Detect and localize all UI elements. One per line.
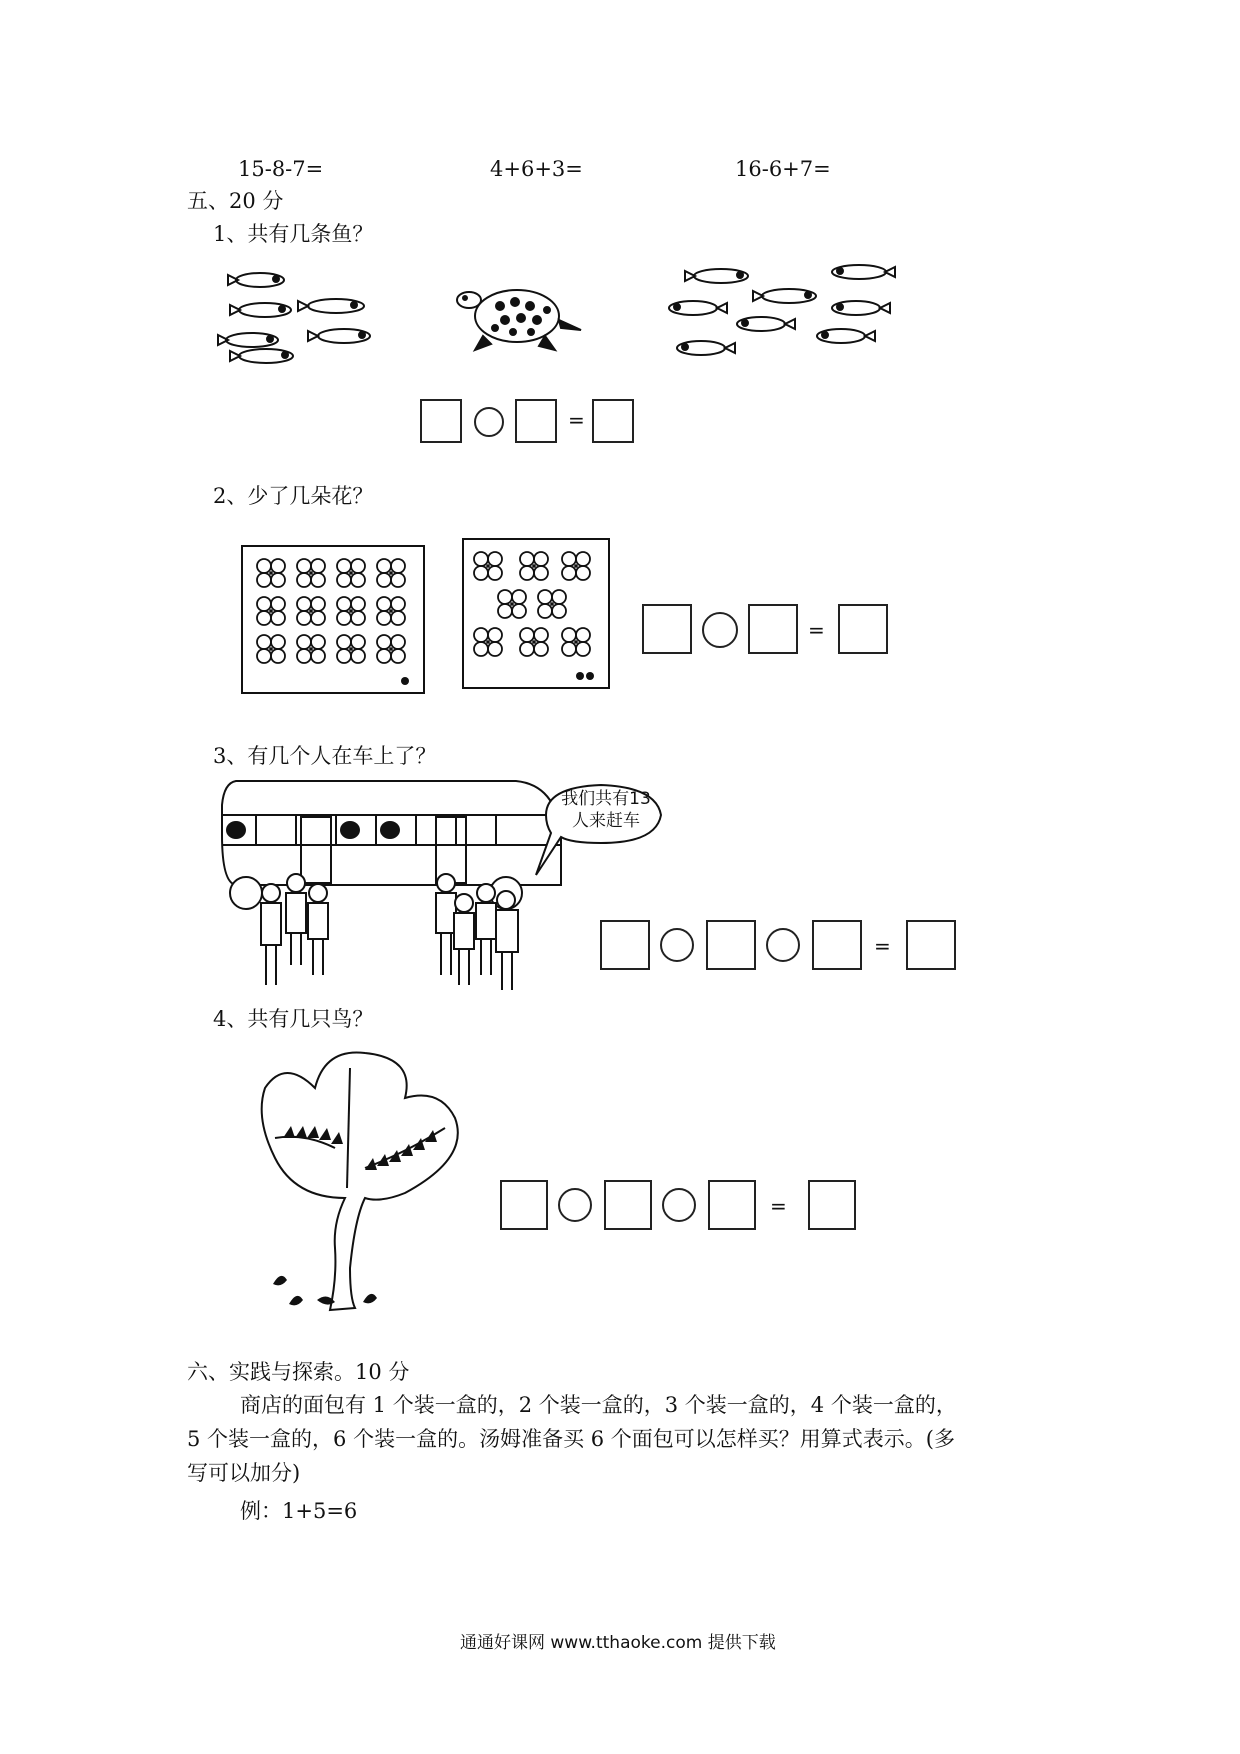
answer-box[interactable] bbox=[600, 920, 650, 970]
section6-title: 六、实践与探索。10 分 bbox=[187, 1360, 410, 1384]
bubble-line-2: 人来赶车 bbox=[572, 811, 640, 831]
expression-3: 16-6+7= bbox=[735, 157, 831, 181]
flower-box-left bbox=[241, 545, 426, 695]
fish-group-left bbox=[210, 258, 400, 368]
answer-box[interactable] bbox=[592, 399, 634, 443]
question-3: 3、有几个人在车上了？ bbox=[213, 744, 437, 768]
tree-birds-image bbox=[255, 1048, 475, 1318]
operator-circle[interactable] bbox=[766, 928, 800, 962]
bubble-line-1: 我们共有13 bbox=[561, 789, 651, 809]
answer-box[interactable] bbox=[808, 1180, 856, 1230]
answer-box[interactable] bbox=[906, 920, 956, 970]
equals-sign: = bbox=[770, 1194, 787, 1218]
answer-box[interactable] bbox=[838, 604, 888, 654]
answer-box[interactable] bbox=[500, 1180, 548, 1230]
answer-box[interactable] bbox=[515, 399, 557, 443]
answer-box[interactable] bbox=[420, 399, 462, 443]
answer-box[interactable] bbox=[604, 1180, 652, 1230]
operator-circle[interactable] bbox=[702, 612, 738, 648]
equals-sign: = bbox=[568, 408, 585, 432]
section6-example: 例：1+5=6 bbox=[240, 1499, 358, 1523]
operator-circle[interactable] bbox=[662, 1188, 696, 1222]
turtle-image bbox=[455, 278, 585, 360]
operator-circle[interactable] bbox=[660, 928, 694, 962]
section5-title: 五、20 分 bbox=[187, 189, 284, 213]
question-1: 1、共有几条鱼？ bbox=[213, 222, 374, 246]
fish-group-right bbox=[665, 258, 900, 368]
page-footer: 通通好课网 www.tthaoke.com 提供下载 bbox=[460, 1633, 776, 1653]
section6-line-1: 商店的面包有 1 个装一盒的，2 个装一盒的，3 个装一盒的，4 个装一盒的， bbox=[240, 1393, 957, 1417]
section6-line-2: 5 个装一盒的，6 个装一盒的。汤姆准备买 6 个面包可以怎样买？用算式表示。(多 bbox=[187, 1427, 955, 1451]
answer-box[interactable] bbox=[708, 1180, 756, 1230]
question-2: 2、少了几朵花？ bbox=[213, 484, 374, 508]
answer-box[interactable] bbox=[706, 920, 756, 970]
section6-line-3: 写可以加分) bbox=[187, 1461, 301, 1485]
operator-circle[interactable] bbox=[474, 407, 504, 437]
equals-sign: = bbox=[808, 618, 825, 642]
question-4: 4、共有几只鸟？ bbox=[213, 1007, 374, 1031]
speech-bubble-text bbox=[545, 788, 667, 832]
expression-2: 4+6+3= bbox=[490, 157, 583, 181]
answer-box[interactable] bbox=[642, 604, 692, 654]
answer-box[interactable] bbox=[748, 604, 798, 654]
answer-box[interactable] bbox=[812, 920, 862, 970]
operator-circle[interactable] bbox=[558, 1188, 592, 1222]
equals-sign: = bbox=[874, 934, 891, 958]
expression-1: 15-8-7= bbox=[238, 157, 324, 181]
flower-box-right bbox=[462, 538, 612, 690]
